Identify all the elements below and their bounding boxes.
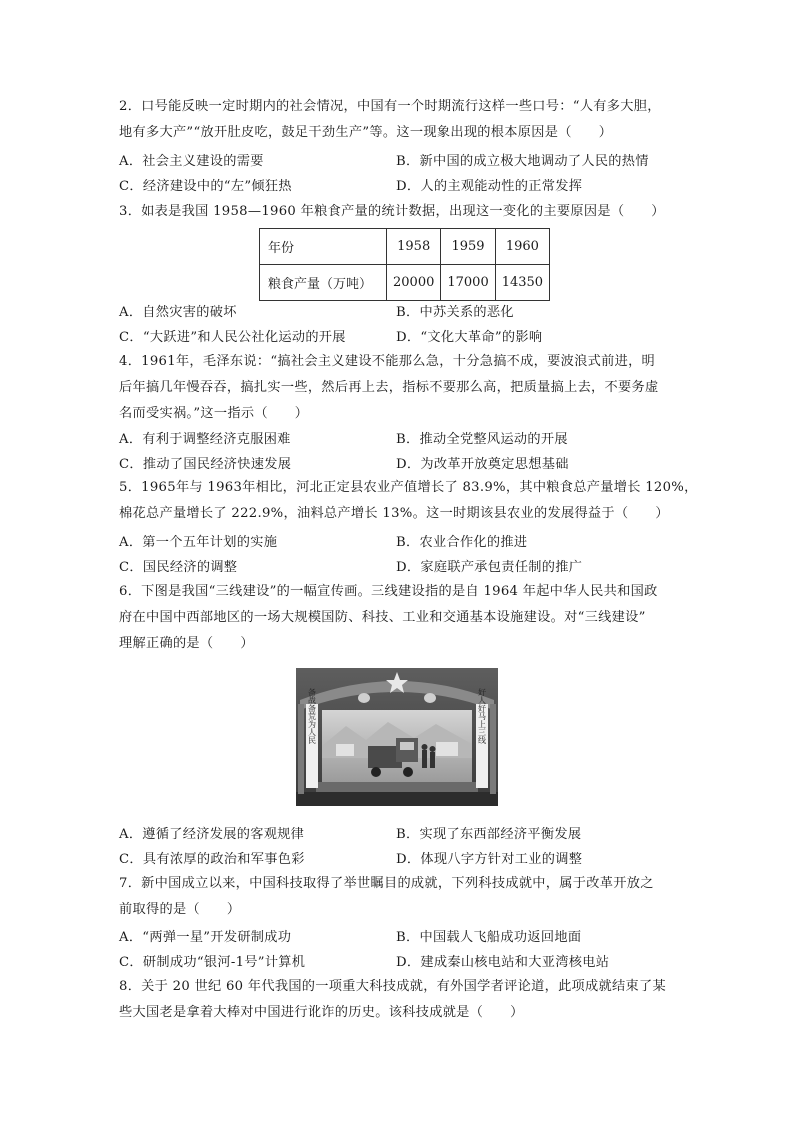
question-6-stem-line-1: 6．下图是我国“三线建设”的一幅宣传画。三线建设指的是自 1964 年起中华人民共和国政 (119, 584, 658, 599)
question-7-stem-line-1: 7．新中国成立以来，中国科技取得了举世瞩目的成就，下列科技成就中，属于改革开放之 (119, 876, 654, 891)
table-header-year: 年份 (260, 229, 387, 265)
question-7-stem-line-2: 前取得的是（ ） (119, 902, 241, 917)
q7-option-d[interactable]: D．建成秦山核电站和大亚湾核电站 (396, 955, 610, 970)
q3-option-d[interactable]: D．“文化大革命”的影响 (396, 330, 543, 345)
q6-option-d[interactable]: D．体现八字方针对工业的调整 (396, 852, 583, 867)
q6-option-a[interactable]: A．遵循了经济发展的客观规律 (119, 827, 305, 842)
q6-option-c[interactable]: C．具有浓厚的政治和军事色彩 (119, 852, 305, 867)
poster-right-banner-text: 好人好马上三线 (477, 688, 487, 744)
question-8-stem-line-2: 些大国老是拿着大棒对中国进行讹诈的历史。该科技成就是（ ） (119, 1005, 524, 1020)
question-6-stem-line-2: 府在中国中西部地区的一场大规模国防、科技、工业和交通基本设施建设。对“三线建设” (119, 610, 646, 625)
question-2-stem-line-1: 2．口号能反映一定时期内的社会情况，中国有一个时期流行这样一些口号：“人有多大胆， (119, 99, 661, 114)
third-front-poster-image (296, 668, 498, 806)
question-8 (119, 974, 685, 1026)
question-8-stem-line-1: 8．关于 20 世纪 60 年代我国的一项重大科技成就，有外国学者评论道，此项成就结束了某 (119, 979, 666, 994)
question-4-stem-line-1: 4．1961年，毛泽东说：“搞社会主义建设不能那么急，十分急搞不成，要波浪式前进，明 (119, 354, 656, 369)
q4-option-c[interactable]: C．推动了国民经济快速发展 (119, 457, 292, 472)
table-cell-year-1960: 1960 (495, 229, 549, 265)
question-4-options (119, 427, 685, 477)
q4-option-b[interactable]: B．推动全党整风运动的开展 (396, 432, 568, 447)
question-7-options (119, 925, 685, 975)
q2-option-a[interactable]: A．社会主义建设的需要 (119, 154, 264, 169)
q7-option-a[interactable]: A．“两弹一星”开发研制成功 (119, 930, 292, 945)
q2-option-d[interactable]: D．人的主观能动性的正常发挥 (396, 179, 583, 194)
question-4-stem-line-3: 名而受实祸。”这一指示（ ） (119, 406, 309, 421)
table-row-years (260, 229, 550, 265)
question-6-options (119, 822, 685, 872)
q5-option-c[interactable]: C．国民经济的调整 (119, 560, 238, 575)
question-7 (119, 871, 685, 923)
q5-option-a[interactable]: A．第一个五年计划的实施 (119, 535, 278, 550)
q4-option-a[interactable]: A．有利于调整经济克服困难 (119, 432, 291, 447)
question-3-options (119, 300, 685, 350)
grain-output-table (259, 228, 550, 301)
q7-option-c[interactable]: C．研制成功“银河-1号”计算机 (119, 955, 306, 970)
table-header-output: 粮食产量（万吨） (260, 265, 387, 301)
q2-option-b[interactable]: B．新中国的成立极大地调动了人民的热情 (396, 154, 649, 169)
question-5 (119, 475, 698, 527)
question-4-stem-line-2: 后年搞几年慢吞吞，搞扎实一些，然后再上去，指标不要那么高，把质量搞上去，不要务虚 (119, 380, 659, 395)
q3-option-a[interactable]: A．自然灾害的破坏 (119, 305, 237, 320)
question-5-stem-line-1: 5．1965年与 1963年相比，河北正定县农业产值增长了 83.9%，其中粮食总产量增长 120%， (119, 480, 698, 495)
q4-option-d[interactable]: D．为改革开放奠定思想基础 (396, 457, 569, 472)
question-6-stem-line-3: 理解正确的是（ ） (119, 636, 254, 651)
table-cell-year-1959: 1959 (441, 229, 495, 265)
q3-option-c[interactable]: C．“大跃进”和人民公社化运动的开展 (119, 330, 346, 345)
table-row-output (260, 265, 550, 301)
question-2-stem-line-2: 地有多大产”“放开肚皮吃，鼓足干劲生产”等。这一现象出现的根本原因是（ ） (119, 125, 613, 140)
question-3-stem-line-1: 3．如表是我国 1958—1960 年粮食产量的统计数据，出现这一变化的主要原因是（ ） (119, 204, 665, 219)
question-2-options (119, 149, 685, 199)
question-6 (119, 579, 685, 657)
poster-left-banner-text: 备战备荒为人民 (307, 688, 317, 744)
table-cell-output-1960: 14350 (495, 265, 549, 301)
q6-option-b[interactable]: B．实现了东西部经济平衡发展 (396, 827, 582, 842)
q3-option-b[interactable]: B．中苏关系的恶化 (396, 305, 514, 320)
question-5-options (119, 530, 685, 580)
table-cell-output-1958: 20000 (387, 265, 441, 301)
question-2 (119, 94, 685, 146)
q2-option-c[interactable]: C．经济建设中的“左”倾狂热 (119, 179, 292, 194)
table-cell-output-1959: 17000 (441, 265, 495, 301)
question-4 (119, 349, 685, 427)
question-3 (119, 199, 685, 225)
q7-option-b[interactable]: B．中国载人飞船成功返回地面 (396, 930, 582, 945)
question-5-stem-line-2: 棉花总产量增长了 222.9%，油料总产增长 13%。这一时期该县农业的发展得益于（ ） (119, 506, 669, 521)
q5-option-d[interactable]: D．家庭联产承包责任制的推广 (396, 560, 583, 575)
table-cell-year-1958: 1958 (387, 229, 441, 265)
q5-option-b[interactable]: B．农业合作化的推进 (396, 535, 528, 550)
